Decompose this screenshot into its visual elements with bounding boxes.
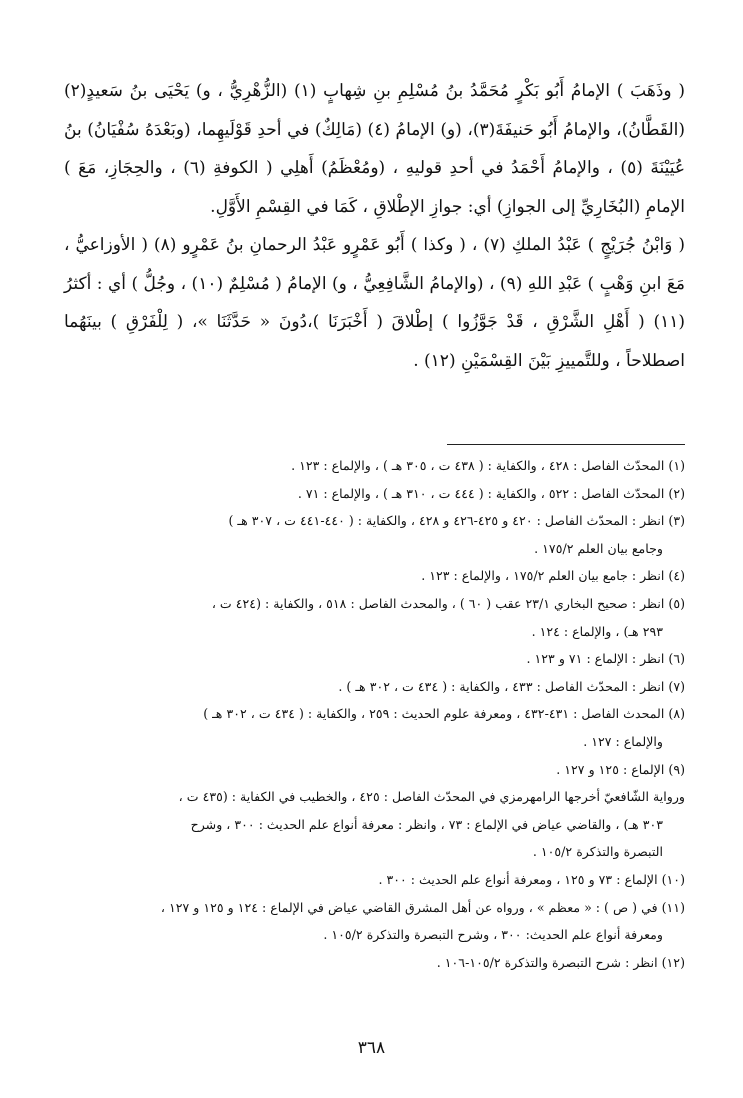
footnote-11-continued: ومعرفة أنواع علم الحديث: ٣٠٠ ، وشرح التبصرة والتذكرة ١٠٥/٢ . bbox=[323, 927, 663, 943]
main-paragraph-1: ( وذَهَبَ ) الإمامُ أَبُو بَكْرٍ مُحَمَّدُ بنُ مُسْلِمِ بنِ شِهابٍ (١) (الزُّهْرِيُّ ، و) يَحْيَى بنُ سَعيدٍ(٢) (القَطَّانُ)، والإمامُ أَبُو حَنيفَةَ(٣)، (و) الإمامُ (٤) (مَالِكٌ) في أحدِ قَوْلَيهِما، (وبَعْدَهُ سُفْيَانُ) بنُ عُيَيْنَةَ (٥) ، والإمامُ أَحْمَدُ في أحدِ قوليهِ ، (ومُعْظَمُ) أَهلِي ( الكوفةِ (٦) ، والحِجَازِ، مَعَ ) الإمامِ (البُخَارِيِّ إلى الجوازِ) أي: جوازِ الإطْلاقِ ، كَمَا في القِسْمِ الأَوَّلِ. bbox=[64, 81, 685, 217]
footnote-11: (١١) في ( ص ) : « معظم » ، ورواه عن أهل المشرق القاضي عياض في الإلماع : ١٢٤ و ١٢٥ و ١٢٧ ، bbox=[160, 899, 685, 915]
footnote-8: (٨) المحدث الفاصل : ٤٣١-٤٣٢ ، ومعرفة علوم الحديث : ٢٥٩ ، والكفاية : ( ٤٣٤ ت ، ٣٠٢ هـ ) bbox=[203, 706, 685, 722]
footnotes bbox=[64, 452, 685, 976]
footnote-6: (٦) انظر : الإلماع : ٧١ و ١٢٣ . bbox=[526, 651, 685, 667]
footnote-2: (٢) المحدّث الفاصل : ٥٢٢ ، والكفاية : ( ٤٤٤ ت ، ٣١٠ هـ ) ، والإلماع : ٧١ . bbox=[297, 485, 685, 501]
footnote-7: (٧) انظر : المحدّث الفاصل : ٤٣٣ ، والكفاية : ( ٤٣٤ ت ، ٣٠٢ هـ ) . bbox=[338, 678, 685, 694]
footnote-3: (٣) انظر : المحدّث الفاصل : ٤٢٠ و ٤٢٥-٤٢٦ و ٤٢٨ ، والكفاية : ( ٤٤٠-٤٤١ ت ، ٣٠٧ هـ ) bbox=[228, 513, 685, 529]
footnote-4: (٤) انظر : جامع بيان العلم ١٧٥/٢ ، والإلماع : ١٢٣ . bbox=[421, 568, 685, 584]
footnote-10: (١٠) الإلماع : ٧٣ و ١٢٥ ، ومعرفة أنواع علم الحديث : ٣٠٠ . bbox=[378, 871, 685, 887]
footnote-5-continued: ٢٩٣ هـ) ، والإلماع : ١٢٤ . bbox=[531, 623, 663, 639]
footnote-divider bbox=[447, 444, 685, 445]
footnote-9-note-line-1: ورواية الشّافعيّ أخرجها الرامهرمزي في المحدّث الفاصل : ٤٢٥ ، والخطيب في الكفاية : (٤٣٥ ت ، bbox=[178, 789, 685, 805]
footnote-5: (٥) انظر : صحيح البخاري ٢٣/١ عقب ( ٦٠ ) ، والمحدث الفاصل : ٥١٨ ، والكفاية : (٤٢٤ ت ، bbox=[211, 595, 685, 611]
footnote-9-note-line-3: التبصرة والتذكرة ١٠٥/٢ . bbox=[532, 844, 663, 860]
footnote-1: (١) المحدّث الفاصل : ٤٢٨ ، والكفاية : ( ٤٣٨ ت ، ٣٠٥ هـ ) ، والإلماع : ١٢٣ . bbox=[291, 458, 685, 473]
footnote-8-continued: والإلماع : ١٢٧ . bbox=[583, 733, 663, 749]
footnote-12: (١٢) انظر : شرح التبصرة والتذكرة ١٠٥/٢-١٠٦ . bbox=[436, 954, 685, 970]
footnote-9-note-line-2: ٣٠٣ هـ) ، والقاضي عياض في الإلماع : ٧٣ ، وانظر : معرفة أنواع علم الحديث : ٣٠٠ ، وشرح bbox=[190, 816, 663, 832]
main-paragraph-2: ( وَابْنُ جُرَيْجٍ ) عَبْدُ الملكِ (٧) ، ( وكذا ) أَبُو عَمْرٍو عَبْدُ الرحمانِ بنُ عَمْرٍو (٨) ( الأوزاعيُّ ، مَعَ ابنِ وَهْبٍ ) عَبْدِ اللهِ (٩) ، (والإمامُ الشَّافِعِيُّ ، و) الإمامُ ( مُسْلِمٌ (١٠) ، وجُلُّ ) أي : أكثرُ (١١) ( أَهْلِ الشَّرْقِ ، قَدْ جَوَّزُوا ) إطْلاقَ ( أَخْبَرَنَا )،دُونَ « حَدَّثَنَا »، ( لِلْفَرْقِ ) بينَهُما اصطلاحاً ، وللتَّمييزِ بَيْنَ القِسْمَيْنِ (١٢) . bbox=[64, 235, 686, 371]
footnote-9: (٩) الإلماع : ١٢٥ و ١٢٧ . bbox=[556, 761, 685, 777]
main-text bbox=[64, 72, 685, 392]
page-number: ٣٦٨ bbox=[357, 1038, 386, 1058]
footnote-3-continued: وجامع بيان العلم ١٧٥/٢ . bbox=[534, 540, 663, 556]
